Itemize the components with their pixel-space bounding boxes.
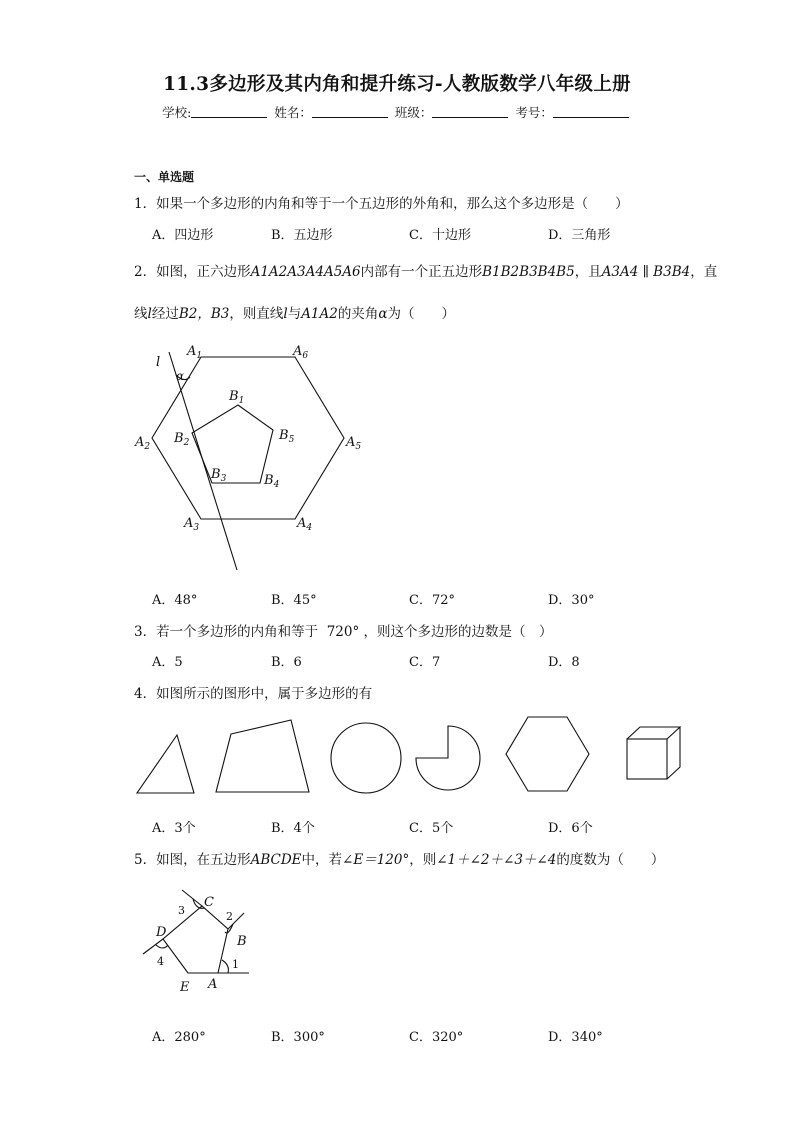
q4-option-d[interactable]: D．6个 [548, 821, 593, 836]
q5-option-d[interactable]: D．340° [548, 1030, 603, 1045]
angle-expression: ∠1＋∠2＋∠3＋∠4 [436, 852, 557, 868]
label-a: A [208, 977, 218, 992]
label-a2: $A_2$ [135, 435, 151, 452]
pentagon-name-q5: ABCDE [250, 852, 302, 868]
label-a1: $A_1$ [187, 344, 203, 361]
question-3-text: 3．若一个多边形的内角和等于 720° ，则这个多边形的边数是（ ） [134, 624, 553, 640]
q1-option-d[interactable]: D．三角形 [548, 228, 611, 243]
q2-option-b[interactable]: B．45° [271, 593, 317, 608]
class-label: 班级： [394, 105, 433, 120]
label-b5: $B_5$ [279, 428, 295, 445]
label-d: D [156, 925, 167, 940]
label-a5: $A_5$ [346, 435, 362, 452]
label-a4: $A_4$ [297, 516, 313, 533]
q1-option-b[interactable]: B．五边形 [271, 228, 333, 243]
label-b2: $B_2$ [174, 431, 190, 448]
q4-option-b[interactable]: B．4个 [271, 821, 315, 836]
school-label: 学校: [162, 105, 192, 120]
label-alpha: α [176, 369, 185, 383]
question-5-text: 5．如图，在五边形ABCDE中，若∠E＝120°，则∠1＋∠2＋∠3＋∠4的度数为（ ） [134, 852, 665, 868]
label-a6: $A_6$ [293, 344, 309, 361]
q3-option-c[interactable]: C．7 [409, 655, 441, 670]
page-title: 11.3多边形及其内角和提升练习-人教版数学八年级上册 [163, 74, 631, 95]
extension-cd [143, 939, 163, 954]
q2-option-a[interactable]: A．48° [152, 593, 198, 608]
q3-option-d[interactable]: D．8 [548, 655, 580, 670]
label-b3: $B_3$ [211, 467, 227, 484]
question-4-text: 4．如图所示的图形中，属于多边形的有 [134, 686, 373, 702]
q2-option-d[interactable]: D．30° [548, 593, 595, 608]
label-l: l [156, 355, 161, 370]
section-title: 一、单选题 [134, 170, 195, 184]
q3-option-b[interactable]: B．6 [271, 655, 302, 670]
angle-1-arc [222, 960, 228, 973]
label-2: 2 [226, 910, 233, 923]
question-1-text: 1．如果一个多边形的内角和等于一个五边形的外角和，那么这个多边形是（ ） [134, 196, 629, 212]
name-label: 姓名： [274, 105, 312, 120]
label-b: B [237, 934, 247, 949]
extension-bc [182, 890, 202, 906]
q5-option-c[interactable]: C．320° [409, 1030, 464, 1045]
angle-sum-value: 720° [326, 624, 360, 640]
question-2-line-2: 线l经过B2，B3，则直线l与A1A2的夹角α为（ ） [134, 306, 455, 322]
label-b1: $B_1$ [229, 389, 245, 406]
q4-option-c[interactable]: C．5个 [409, 821, 454, 836]
question-2-line-1: 2．如图，正六边形A1A2A3A4A5A6内部有一个正五边形B1B2B3B4B5，且A3A4 ∥ B3B4，直 [134, 264, 718, 280]
label-4: 4 [157, 955, 164, 968]
exam-number-label: 考号： [515, 105, 553, 120]
label-1: 1 [232, 958, 239, 971]
label-b4: $B_4$ [264, 473, 280, 490]
angle-4-arc [156, 945, 168, 948]
label-c: C [204, 895, 214, 910]
label-3: 3 [178, 904, 185, 917]
q1-option-a[interactable]: A．四边形 [152, 228, 214, 243]
pentagon-name: B1B2B3B4B5 [482, 264, 575, 280]
q1-option-c[interactable]: C．十边形 [409, 228, 471, 243]
label-e: E [180, 980, 190, 995]
q4-option-a[interactable]: A．3个 [152, 821, 196, 836]
q5-option-b[interactable]: B．300° [271, 1030, 325, 1045]
angle-e-condition: ∠E＝120° [342, 852, 410, 868]
q3-option-a[interactable]: A．5 [152, 655, 183, 670]
parallel-condition: A3A4 ∥ B3B4 [601, 264, 691, 280]
label-a3: $A_3$ [184, 516, 200, 533]
pentagon-abcde [163, 906, 228, 973]
q2-option-c[interactable]: C．72° [409, 593, 455, 608]
q5-option-a[interactable]: A．280° [152, 1030, 206, 1045]
hexagon-name: A1A2A3A4A5A6 [250, 264, 361, 280]
